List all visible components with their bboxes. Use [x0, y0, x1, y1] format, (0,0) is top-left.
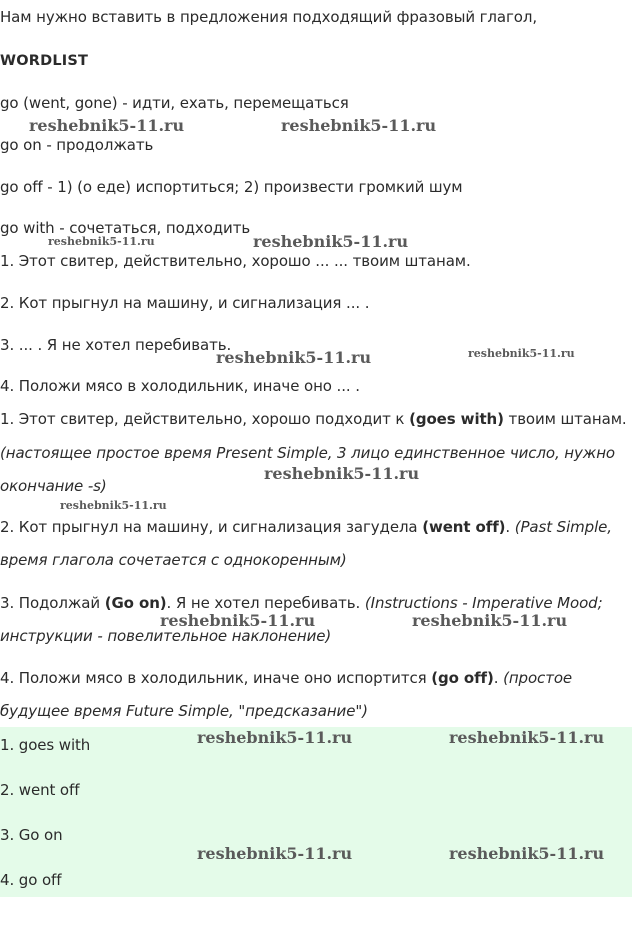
- solution-4: 4. Положи мясо в холодильник, иначе оно испортится (go off). (простое: [0, 669, 573, 687]
- intro-text: Нам нужно вставить в предложения подходящий фразовый глагол,: [0, 8, 538, 26]
- answer-item: 2. went off: [0, 781, 80, 799]
- wordlist-item: go with - сочетаться, подходить: [0, 219, 251, 237]
- solution-1-note: окончание -s): [0, 477, 107, 495]
- solution-1-note: (настоящее простое время Present Simple, 3 лицо единственное число, нужно: [0, 444, 615, 462]
- answer-item: 4. go off: [0, 871, 62, 889]
- solution-1-answer: (goes with): [409, 410, 504, 428]
- task-item: 4. Положи мясо в холодильник, иначе оно ... .: [0, 377, 360, 395]
- watermark: reshebnik5-11.ru: [197, 844, 353, 863]
- answer-item: 3. Go on: [0, 826, 63, 844]
- watermark: reshebnik5-11.ru: [449, 844, 605, 863]
- watermark: reshebnik5-11.ru: [60, 499, 167, 512]
- watermark: reshebnik5-11.ru: [253, 232, 409, 251]
- watermark: reshebnik5-11.ru: [160, 611, 316, 630]
- answers-panel: [0, 727, 632, 897]
- solution-1: 1. Этот свитер, действительно, хорошо подходит к (goes with) твоим штанам.: [0, 410, 627, 428]
- solution-4-answer: (go off): [431, 669, 494, 687]
- solution-3: 3. Подолжай (Go on). Я не хотел перебивать. (Instructions - Imperative Mood;: [0, 594, 603, 612]
- answer-item: 1. goes with: [0, 736, 91, 754]
- watermark: reshebnik5-11.ru: [197, 728, 353, 747]
- solution-3-note: инструкции - повелительное наклонение): [0, 627, 332, 645]
- wordlist-heading: WORDLIST: [0, 53, 89, 69]
- wordlist-item: go off - 1) (о еде) испортиться; 2) произвести громкий шум: [0, 178, 463, 196]
- wordlist-item: go on - продолжать: [0, 136, 154, 154]
- watermark: reshebnik5-11.ru: [449, 728, 605, 747]
- task-item: 2. Кот прыгнул на машину, и сигнализация ... .: [0, 294, 370, 312]
- watermark: reshebnik5-11.ru: [468, 347, 575, 360]
- wordlist-item: go (went, gone) - идти, ехать, перемещаться: [0, 94, 349, 112]
- task-item: 3. ... . Я не хотел перебивать.: [0, 336, 232, 354]
- watermark: reshebnik5-11.ru: [264, 464, 420, 483]
- watermark: reshebnik5-11.ru: [412, 611, 568, 630]
- solution-4-note: будущее время Future Simple, "предсказание"): [0, 702, 368, 720]
- solution-3-answer: (Go on): [104, 594, 167, 612]
- watermark: reshebnik5-11.ru: [216, 348, 372, 367]
- solution-2-answer: (went off): [422, 518, 506, 536]
- watermark: reshebnik5-11.ru: [29, 116, 185, 135]
- solution-2: 2. Кот прыгнул на машину, и сигнализация загудела (went off). (Past Simple,: [0, 518, 612, 536]
- task-item: 1. Этот свитер, действительно, хорошо ... ... твоим штанам.: [0, 252, 471, 270]
- watermark: reshebnik5-11.ru: [281, 116, 437, 135]
- solution-2-note: время глагола сочетается с однокоренным): [0, 551, 347, 569]
- watermark: reshebnik5-11.ru: [48, 235, 155, 248]
